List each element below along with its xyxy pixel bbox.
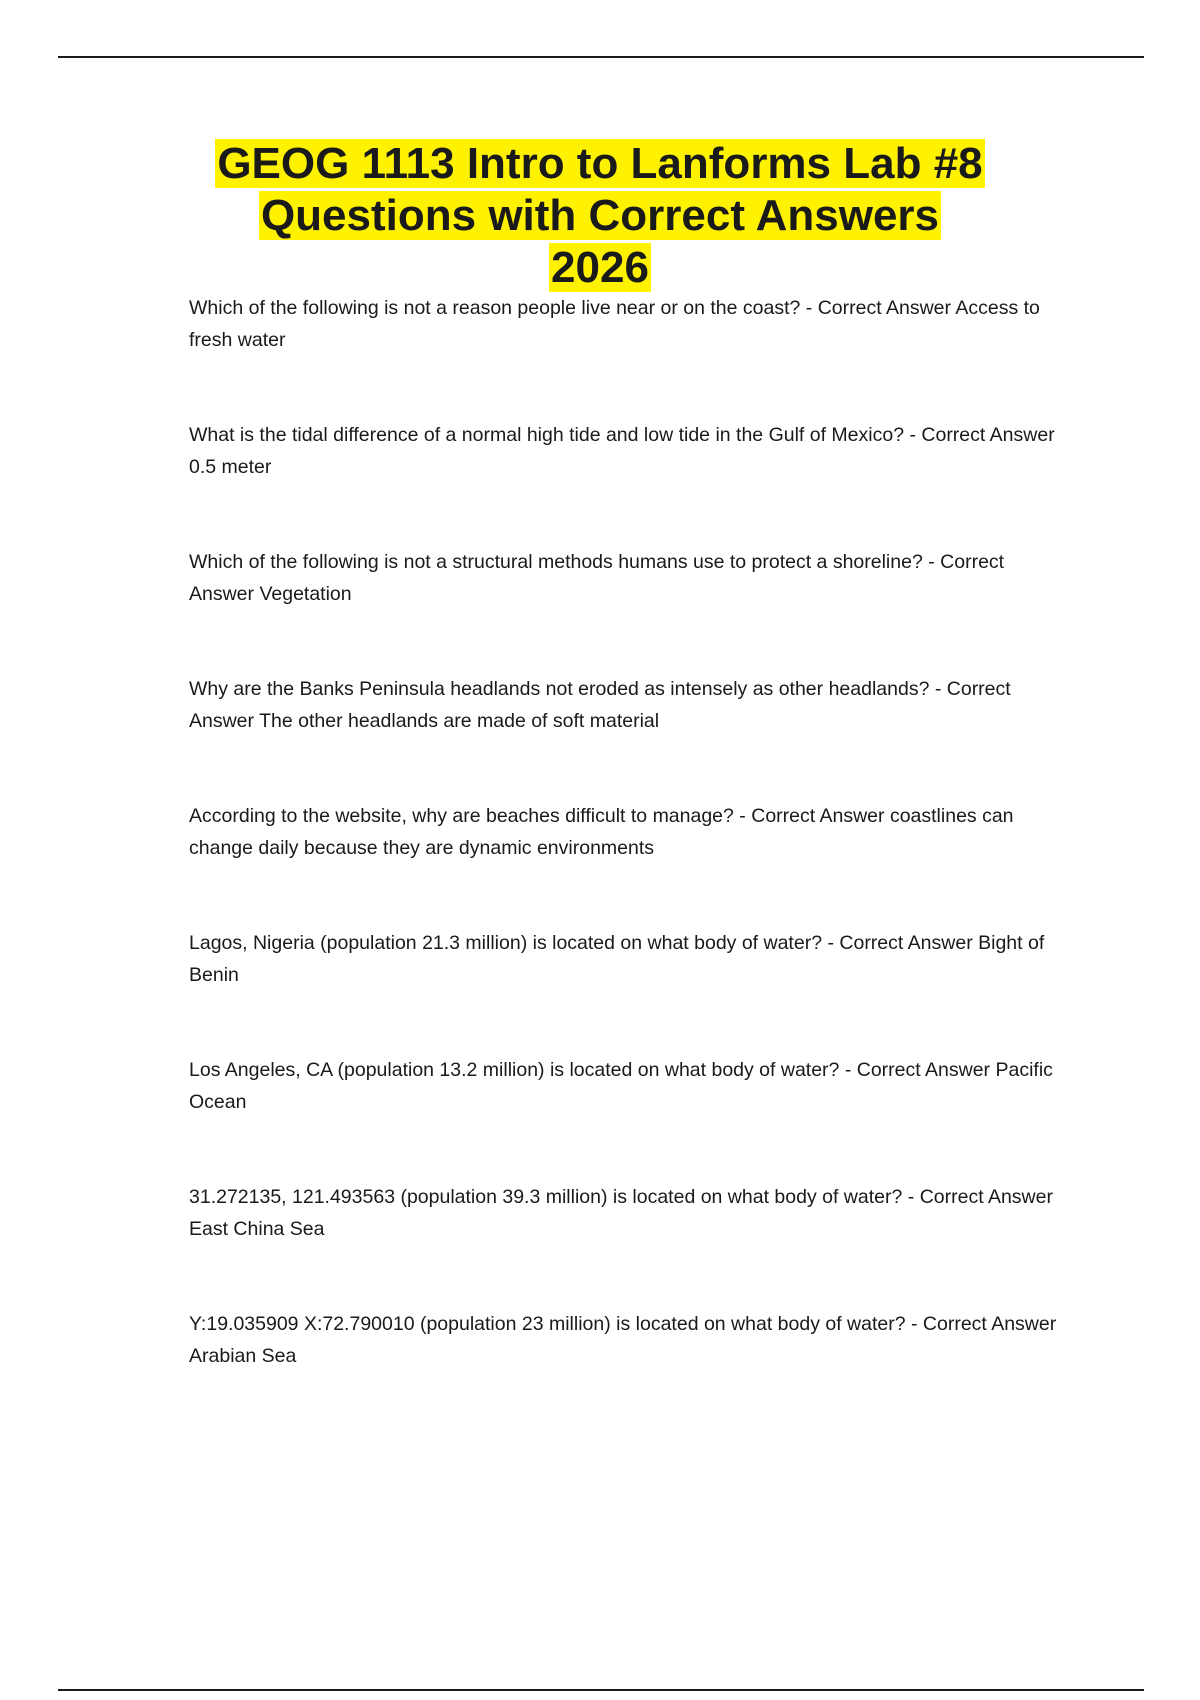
qa-item xyxy=(189,292,1059,419)
answer-label: Correct Answer xyxy=(189,678,1011,732)
question-text: Los Angeles, CA (population 13.2 million) is located on what body of water? xyxy=(189,1059,840,1081)
bottom-divider xyxy=(58,1689,1144,1691)
separator: - xyxy=(733,805,752,827)
top-divider xyxy=(58,56,1144,58)
question-text: Why are the Banks Peninsula headlands not eroded as intensely as other headlands? xyxy=(189,678,930,700)
separator: - xyxy=(902,1186,920,1208)
qa-item xyxy=(189,1054,1059,1181)
answer-label: Correct Answer xyxy=(751,805,885,827)
answer-text: East China Sea xyxy=(189,1218,325,1240)
separator: - xyxy=(800,297,818,319)
separator: - xyxy=(839,1059,857,1081)
separator: - xyxy=(929,678,947,700)
answer-label: Correct Answer xyxy=(919,1186,1053,1208)
question-text: Which of the following is not a structural methods humans use to protect a shoreline? xyxy=(189,551,923,573)
answer-label: Correct Answer xyxy=(921,424,1055,446)
separator: - xyxy=(904,424,922,446)
answer-text: Bight of Benin xyxy=(189,932,1045,986)
answer-label: Correct Answer xyxy=(839,932,973,954)
answer-text: Access to fresh water xyxy=(189,297,1040,351)
qa-item xyxy=(189,419,1059,546)
question-text: Which of the following is not a reason people live near or on the coast? xyxy=(189,297,801,319)
qa-item xyxy=(189,673,1059,800)
question-text: According to the website, why are beaches difficult to manage? xyxy=(189,805,734,827)
qa-item xyxy=(189,800,1059,927)
answer-label: Correct Answer xyxy=(189,551,1005,605)
qa-item xyxy=(189,1308,1059,1435)
separator: - xyxy=(922,551,941,573)
qa-item xyxy=(189,546,1059,673)
title-line-2: Questions with Correct Answers xyxy=(260,191,940,240)
answer-text: coastlines can change daily because they are dynamic environments xyxy=(189,805,1014,859)
answer-label: Correct Answer xyxy=(856,1059,991,1081)
answer-label: Correct Answer xyxy=(922,1313,1057,1335)
document-title xyxy=(140,138,1060,294)
separator: - xyxy=(905,1313,923,1335)
question-text: Y:19.035909 X:72.790010 (population 23 million) is located on what body of water? xyxy=(189,1313,906,1335)
qa-item xyxy=(189,1181,1059,1308)
question-text: 31.272135, 121.493563 (population 39.3 million) is located on what body of water? xyxy=(189,1186,903,1208)
qa-list xyxy=(189,292,1059,1435)
question-text: Lagos, Nigeria (population 21.3 million) is located on what body of water? xyxy=(189,932,823,954)
title-line-3: 2026 xyxy=(551,243,649,292)
answer-text: The other headlands are made of soft material xyxy=(259,710,660,732)
question-text: What is the tidal difference of a normal high tide and low tide in the Gulf of Mexico? xyxy=(189,424,905,446)
answer-text: Arabian Sea xyxy=(189,1345,297,1367)
separator: - xyxy=(822,932,840,954)
title-line-1: GEOG 1113 Intro to Lanforms Lab #8 xyxy=(217,139,983,188)
answer-text: 0.5 meter xyxy=(189,456,272,478)
qa-item xyxy=(189,927,1059,1054)
answer-text: Pacific Ocean xyxy=(189,1059,1053,1113)
answer-label: Correct Answer xyxy=(817,297,952,319)
answer-text: Vegetation xyxy=(259,583,352,605)
